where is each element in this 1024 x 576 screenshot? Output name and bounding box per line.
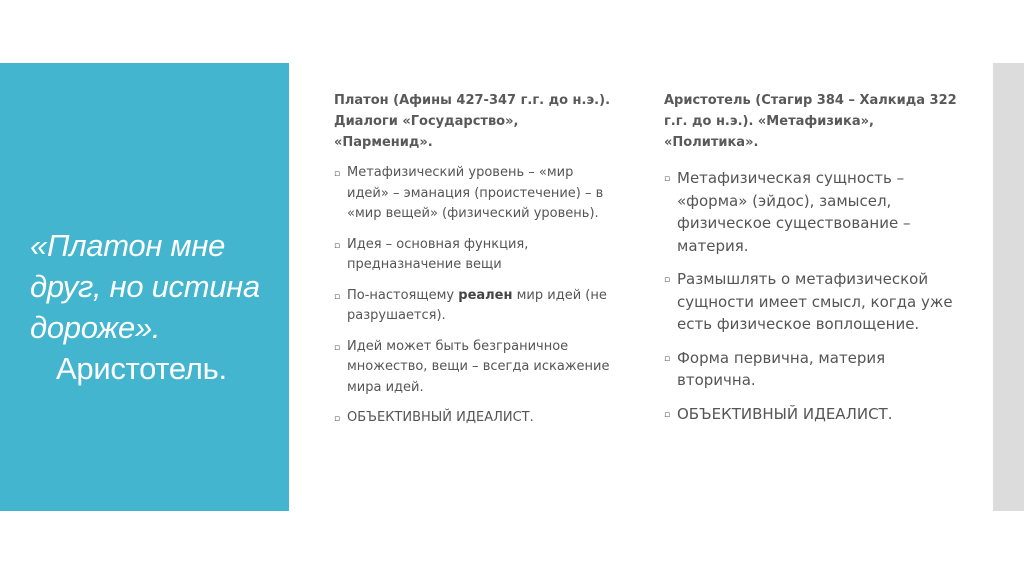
quote-panel [0,63,289,511]
bullet-icon: ▫ [334,414,341,424]
bullet-icon: ▫ [334,169,341,179]
bullet-icon: ▫ [334,240,341,251]
bullet-icon: ▫ [664,409,671,420]
bullet-text: ОБЪЕКТИВНЫЙ ИДЕАЛИСТ. [677,404,893,423]
list-item [664,403,964,426]
list-item [334,235,619,276]
quote-author: Аристотель. [56,351,227,386]
quote [30,225,285,389]
bullet-text: Метафизическая сущность – «форма» (эйдос), замысел, физическое существование – материя. [677,169,911,255]
plato-column [334,90,619,439]
bullet-icon: ▫ [664,174,671,184]
bullet-icon: ▫ [334,291,341,302]
aristotle-column [664,90,964,436]
list-item [664,347,964,392]
bullet-text: мир идей (не разрушается). [347,287,607,323]
list-item [664,268,964,336]
list-item [334,337,619,399]
bullet-text: По-настоящему [347,287,459,303]
bullet-text: Размышлять о метафизической сущности имеет смысл, когда уже есть физическое воплощение. [677,270,953,333]
plato-header: Платон (Афины 427-347 г.г. до н.э.). Диалоги «Государство», «Парменид». [334,93,611,150]
plato-bullet-list [334,163,619,429]
aristotle-header: Аристотель (Стагир 384 – Халкида 322 г.г. до н.э.). «Метафизика», «Политика». [664,93,957,150]
bullet-bold-text: реален [458,287,513,303]
quote-text: «Платон мне друг, но истина дороже». [30,228,260,345]
bullet-text: Метафизический уровень – «мир идей» – эманация (проистечение) – в «мир вещей» (физический уровень). [347,165,604,221]
list-item [664,167,964,257]
bullet-text: Идей может быть безграничное множество, вещи – всегда искажение мира идей. [347,338,610,395]
bullet-icon: ▫ [334,342,341,353]
bullet-text: Идея – основная функция, предназначение вещи [347,236,529,272]
list-item [334,286,619,327]
bullet-text: Форма первична, материя вторична. [677,348,886,389]
bullet-text: ОБЪЕКТИВНЫЙ ИДЕАЛИСТ. [347,410,534,425]
list-item [334,408,619,429]
list-item [334,163,619,225]
aristotle-bullet-list [664,167,964,425]
bullet-icon: ▫ [664,353,671,364]
right-decor-strip [993,63,1024,511]
bullet-icon: ▫ [664,275,671,285]
